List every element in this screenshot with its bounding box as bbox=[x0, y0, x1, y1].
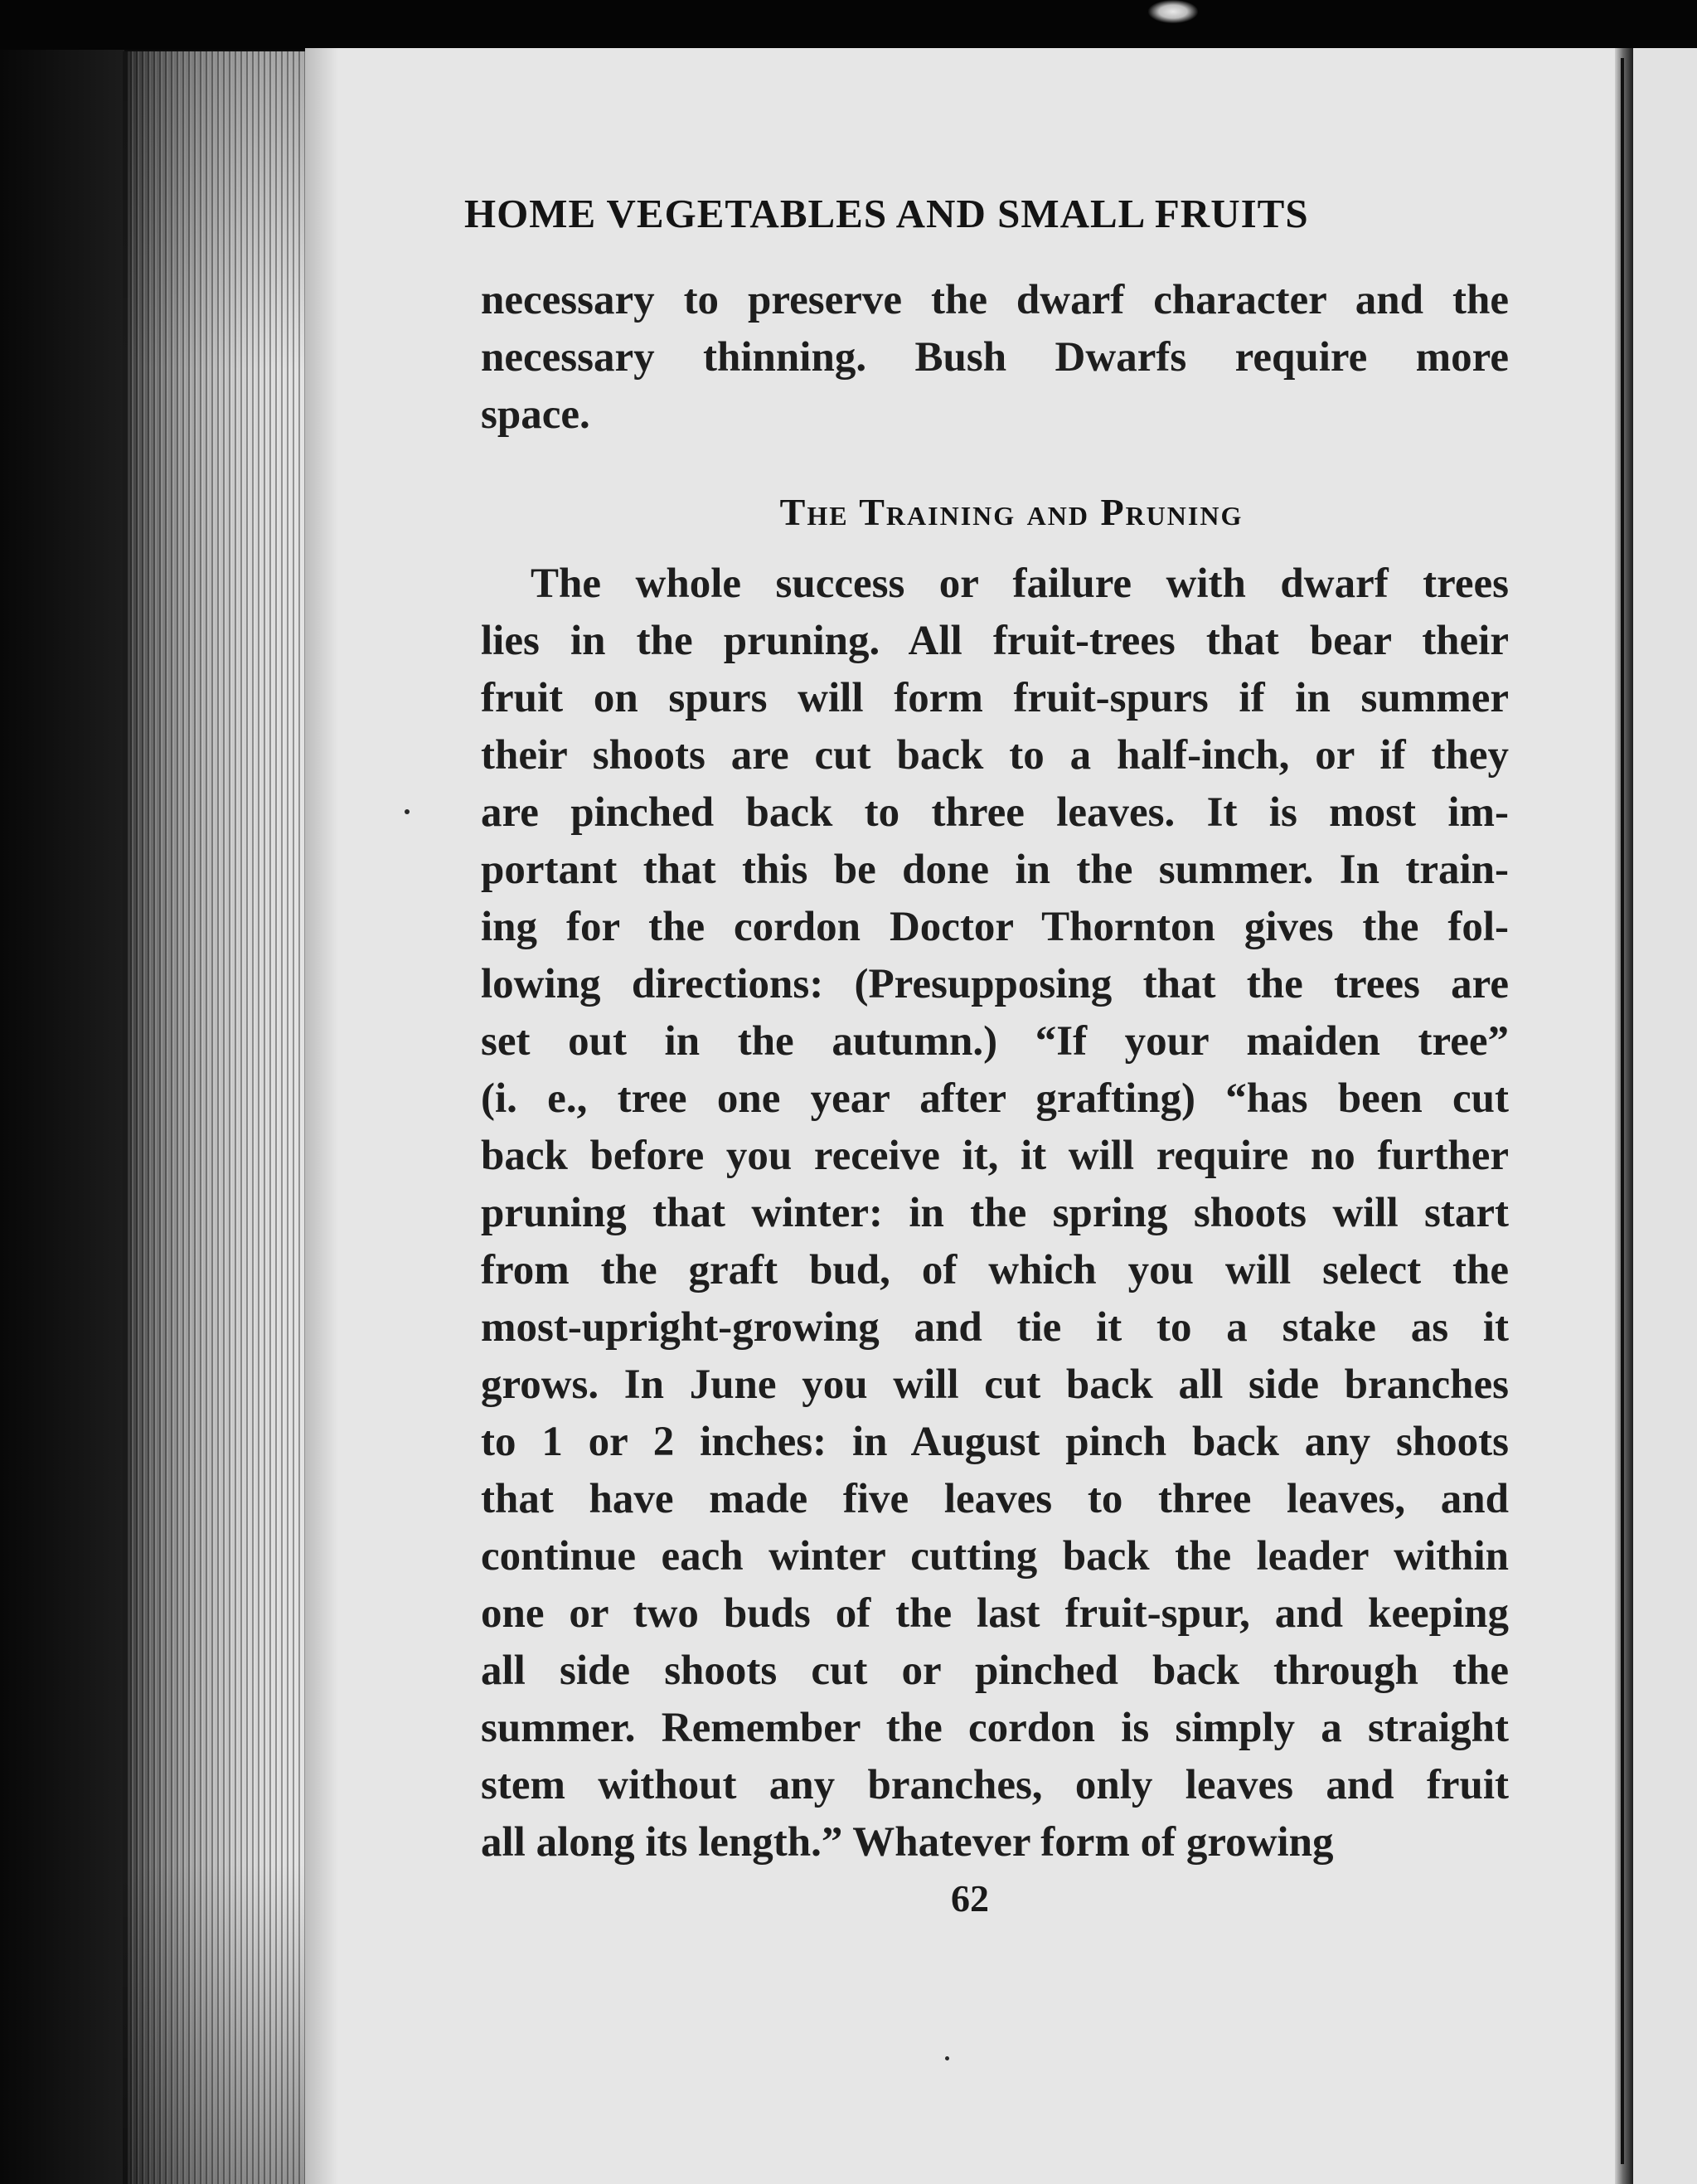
text-line: their shoots are cut back to a half-inch, or if they bbox=[481, 732, 1509, 779]
text-line: are pinched back to three leaves. It is most im- bbox=[481, 789, 1509, 836]
running-head: HOME VEGETABLES AND SMALL FRUITS bbox=[464, 191, 1309, 236]
facing-page-border-line bbox=[1621, 58, 1624, 2164]
text-line: back before you receive it, it will require no further bbox=[481, 1133, 1509, 1179]
text-line: portant that this be done in the summer. In train- bbox=[481, 847, 1509, 893]
text-line: ing for the cordon Doctor Thornton gives the fol- bbox=[481, 904, 1509, 950]
paragraph-training-pruning bbox=[481, 556, 1509, 1871]
text-line: that have made five leaves to three leaves, and bbox=[481, 1476, 1509, 1522]
text-line: one or two buds of the last fruit-spur, and keeping bbox=[481, 1590, 1509, 1637]
text-line: necessary thinning. Bush Dwarfs require more bbox=[481, 334, 1509, 381]
text-line: all along its length.” Whatever form of growing bbox=[481, 1819, 1334, 1866]
page-right-gutter bbox=[1615, 48, 1633, 2184]
page-fold-shadow bbox=[305, 48, 338, 2184]
scan-speck bbox=[405, 809, 410, 814]
film-border-top bbox=[0, 0, 1697, 50]
text-line: set out in the autumn.) “If your maiden tree” bbox=[481, 1018, 1509, 1065]
book-page-edges-shade bbox=[123, 51, 307, 2184]
text-line: from the graft bud, of which you will select the bbox=[481, 1247, 1509, 1293]
facing-page-edge bbox=[1633, 48, 1697, 2184]
text-line: all side shoots cut or pinched back through the bbox=[481, 1648, 1509, 1694]
text-line: stem without any branches, only leaves and fruit bbox=[481, 1762, 1509, 1808]
text-line: space. bbox=[481, 391, 590, 438]
text-line: to 1 or 2 inches: in August pinch back any shoots bbox=[481, 1419, 1509, 1465]
text-line: pruning that winter: in the spring shoots will start bbox=[481, 1190, 1509, 1236]
text-line: lies in the pruning. All fruit-trees that bear their bbox=[481, 618, 1509, 664]
text-line: lowing directions: (Presupposing that the trees are bbox=[481, 961, 1509, 1007]
text-line: most-upright-growing and tie it to a stake as it bbox=[481, 1304, 1509, 1351]
text-line: continue each winter cutting back the leader within bbox=[481, 1533, 1509, 1580]
text-line: necessary to preserve the dwarf character and the bbox=[481, 277, 1509, 323]
scan-speck bbox=[945, 2056, 949, 2060]
text-line: (i. e., tree one year after grafting) “has been cut bbox=[481, 1075, 1509, 1122]
paragraph-continued bbox=[481, 272, 1509, 444]
page-number: 62 bbox=[951, 1877, 989, 1919]
text-line: grows. In June you will cut back all side branches bbox=[481, 1361, 1509, 1408]
text-line: The whole success or failure with dwarf trees bbox=[531, 561, 1509, 607]
text-line: summer. Remember the cordon is simply a straight bbox=[481, 1705, 1509, 1751]
text-line: fruit on spurs will form fruit-spurs if in summer bbox=[481, 675, 1509, 721]
section-heading: The Training and Pruning bbox=[779, 491, 1244, 533]
film-dust-mark bbox=[1148, 0, 1198, 23]
scan-left-background bbox=[0, 50, 124, 2184]
